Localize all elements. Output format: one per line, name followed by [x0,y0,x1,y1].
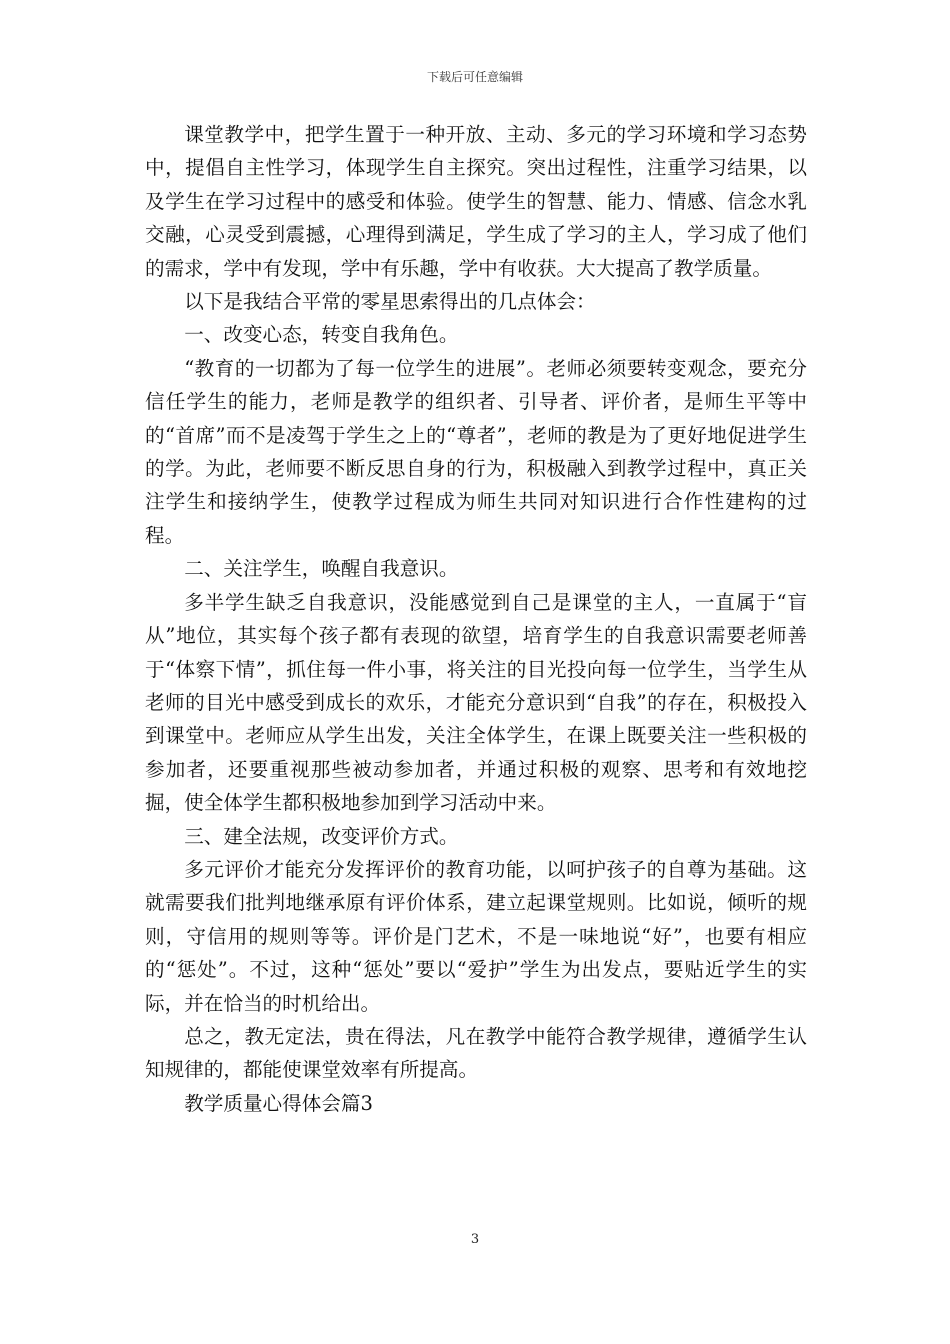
section-heading: 一、改变心态，转变自我角色。 [184,323,459,347]
paragraph: “教育的一切都为了每一位学生的进展”。老师必须要转变观念，要充分信任学生的能力，老师是教学的组织者、引导者、评价者，是师生平等中的“首席”而不是凌驾于学生之上的“尊者”，老师的教是为了更好地促进学生的学。为此，老师要不断反思自身的行为，积极融入到教学过程中，真正关注学生和接纳学生，使教学过程成为师生共同对知识进行合作性建构的过程。 [145,356,807,547]
paragraph: 以下是我结合平常的零星思索得出的几点体会： [184,290,596,314]
section-heading: 二、关注学生，唤醒自我意识。 [184,557,459,581]
document-body [145,118,807,1120]
paragraph: 多半学生缺乏自我意识，没能感觉到自己是课堂的主人，一直属于“盲从”地位，其实每个孩子都有表现的欲望，培育学生的自我意识需要老师善于“体察下情”，抓住每一件小事，将关注的目光投向每一位学生，当学生从老师的目光中感受到成长的欢乐，才能充分意识到“自我”的存在，积极投入到课堂中。老师应从学生出发，关注全体学生，在课上既要关注一些积极的参加者，还要重视那些被动参加者，并通过积极的观察、思考和有效地挖掘，使全体学生都积极地参加到学习活动中来。 [145,590,807,815]
paragraph: 多元评价才能充分发挥评价的教育功能，以呵护孩子的自尊为基础。这就需要我们批判地继承原有评价体系，建立起课堂规则。比如说，倾听的规则，守信用的规则等等。评价是门艺术，不是一味地说“好”，也要有相应的“惩处”。不过，这种“惩处”要以“爱护”学生为出发点，要贴近学生的实际，并在恰当的时机给出。 [145,857,807,1015]
paragraph: 总之，教无定法，贵在得法，凡在教学中能符合教学规律，遵循学生认知规律的，都能使课堂效率有所提高。 [145,1024,807,1082]
page-header: 下载后可任意编辑 [426,70,523,84]
section-heading: 三、建全法规，改变评价方式。 [184,824,459,848]
article-title: 教学质量心得体会篇3 [184,1091,373,1115]
page-number: 3 [470,1232,480,1247]
paragraph: 课堂教学中，把学生置于一种开放、主动、多元的学习环境和学习态势中，提倡自主性学习，体现学生自主探究。突出过程性，注重学习结果，以及学生在学习过程中的感受和体验。使学生的智慧、能力、情感、信念水乳交融，心灵受到震撼，心理得到满足，学生成了学习的主人，学习成了他们的需求，学中有发现，学中有乐趣，学中有收获。大大提高了教学质量。 [145,123,807,280]
